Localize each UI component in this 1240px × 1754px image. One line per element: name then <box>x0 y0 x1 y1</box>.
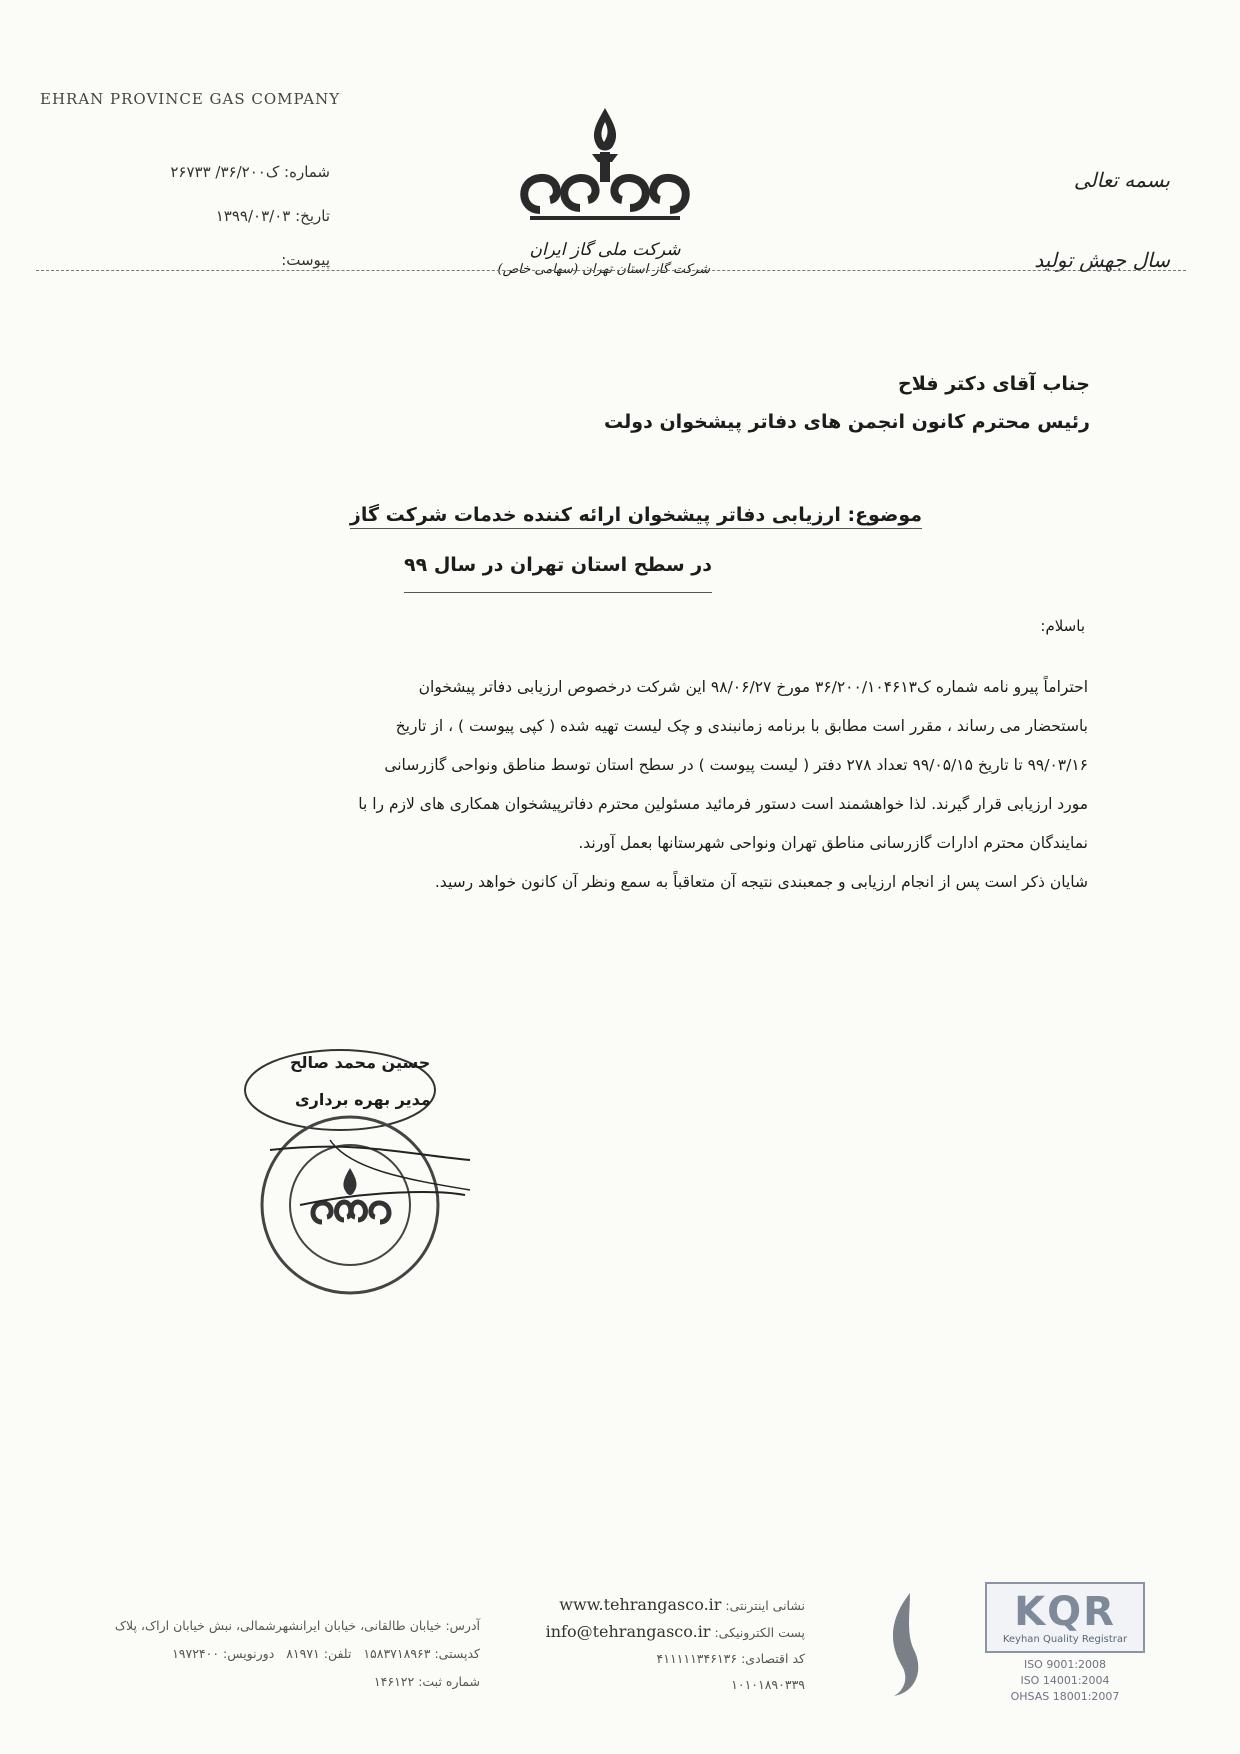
subject-line-1: موضوع: ارزیابی دفاتر پیشخوان ارائه کننده خدمات شرکت گاز <box>350 504 922 529</box>
header-divider <box>36 270 1186 271</box>
company-logo <box>497 100 710 280</box>
iso-item: OHSAS 18001:2007 <box>1010 1690 1120 1703</box>
cert-subtitle: Keyhan Quality Registrar <box>1002 1634 1128 1645</box>
gas-flame-logo-icon <box>500 100 710 250</box>
phone: تلفن: ۸۱۹۷۱ <box>286 1646 352 1661</box>
body-line: شایان ذکر است پس از انجام ارزیابی و جمعبندی نتیجه آن متعاقباً به سمع ونظر آن کانون خواهد رسید. <box>434 873 1088 891</box>
email-link[interactable]: info@tehrangasco.ir <box>545 1622 711 1641</box>
registration-number: شماره ثبت: ۱۴۶۱۲۲ <box>373 1674 480 1689</box>
kqr-badge <box>985 1582 1145 1653</box>
stamp-seal-icon <box>240 1040 520 1320</box>
footer-contact <box>525 1592 805 1698</box>
letter-date-label: تاریخ: <box>295 207 330 225</box>
footer-address <box>40 1612 480 1696</box>
header-right <box>1034 140 1170 300</box>
bismillah: بسمه تعالی <box>1073 168 1170 192</box>
iso-item: ISO 9001:2008 <box>1023 1658 1107 1671</box>
fax: دورنویس: ۱۹۷۲۴۰۰ <box>172 1646 275 1661</box>
postal-code: کدپستی: ۱۵۸۳۷۱۸۹۶۳ <box>363 1646 480 1661</box>
email-label: پست الکترونیکی: <box>714 1625 805 1640</box>
recipient <box>604 365 1090 441</box>
certification-logo <box>985 1582 1145 1705</box>
logo-name-secondary: شرکت گاز استان تهران (سهامی خاص) <box>497 262 710 277</box>
iso-list <box>985 1657 1145 1705</box>
flame-brand-icon <box>880 1588 930 1702</box>
recipient-name: جناب آقای دکتر فلاح <box>898 373 1090 395</box>
letter-body <box>78 668 1088 902</box>
body-line: احتراماً پیرو نامه شماره ک۳۶/۲۰۰/۱۰۴۶۱۳ مورخ ۹۸/۰۶/۲۷ این شرکت درخصوص ارزیابی دفاتر پیشخوان <box>418 678 1088 696</box>
website-label: نشانی اینترنتی: <box>725 1598 805 1613</box>
address-line: آدرس: خیابان طالقانی، خیابان ایرانشهرشمالی، نبش خیابان اراک، پلاک <box>114 1618 480 1633</box>
letter-number-value: ک۳۶/۲۰۰/ ۲۶۷۳۳ <box>170 163 280 181</box>
letter-number <box>120 150 330 194</box>
company-name-english: EHRAN PROVINCE GAS COMPANY <box>40 90 341 108</box>
letter-date <box>120 194 330 238</box>
website-link[interactable]: www.tehrangasco.ir <box>559 1595 722 1614</box>
year-slogan: سال جهش تولید <box>1034 248 1170 272</box>
recipient-title: رئیس محترم کانون انجمن های دفاتر پیشخوان دولت <box>604 411 1090 433</box>
signatory-name: حسین محمد صالح <box>290 1053 431 1072</box>
signatory-title: مدیر بهره برداری <box>295 1090 431 1109</box>
letter-attachment-label: پیوست: <box>281 251 330 269</box>
letter-date-value: ۱۳۹۹/۰۳/۰۳ <box>215 207 291 225</box>
body-line: نمایندگان محترم ادارات گازرسانی مناطق تهران ونواحی شهرستانها بعمل آورند. <box>578 834 1088 852</box>
letter-attachment <box>120 238 330 282</box>
economic-code: ۴۱۱۱۱۱۳۴۶۱۳۶ <box>656 1651 738 1666</box>
iso-item: ISO 14001:2004 <box>1020 1674 1110 1687</box>
logo-name-primary: شرکت ملی گاز ایران <box>529 240 681 260</box>
letter-number-label: شماره: <box>284 163 330 181</box>
signature-stamp <box>240 1040 520 1320</box>
body-line: باستحضار می رساند ، مقرر است مطابق با برنامه زمانبندی و چک لیست تهیه شده ( کپی پیوست ) ، از تاریخ <box>395 717 1088 735</box>
cert-brand: KQR <box>1014 1589 1116 1635</box>
letter-meta <box>120 150 330 282</box>
body-line: ۹۹/۰۳/۱۶ تا تاریخ ۹۹/۰۵/۱۵ تعداد ۲۷۸ دفتر ( لیست پیوست ) در سطح استان توسط مناطق ونواحی گازرسانی <box>384 756 1088 774</box>
national-id: ۱۰۱۰۱۸۹۰۳۳۹ <box>731 1677 805 1692</box>
body-line: مورد ارزیابی قرار گیرند. لذا خواهشمند است دستور فرمائید مسئولین محترم دفاترپیشخوان همکاری های لازم را با <box>358 795 1088 813</box>
economic-code-label: کد اقتصادی: <box>741 1651 805 1666</box>
greeting: باسلام: <box>1040 617 1085 635</box>
subject-line-2: در سطح استان تهران در سال ۹۹ <box>404 540 712 593</box>
subject <box>350 490 922 593</box>
